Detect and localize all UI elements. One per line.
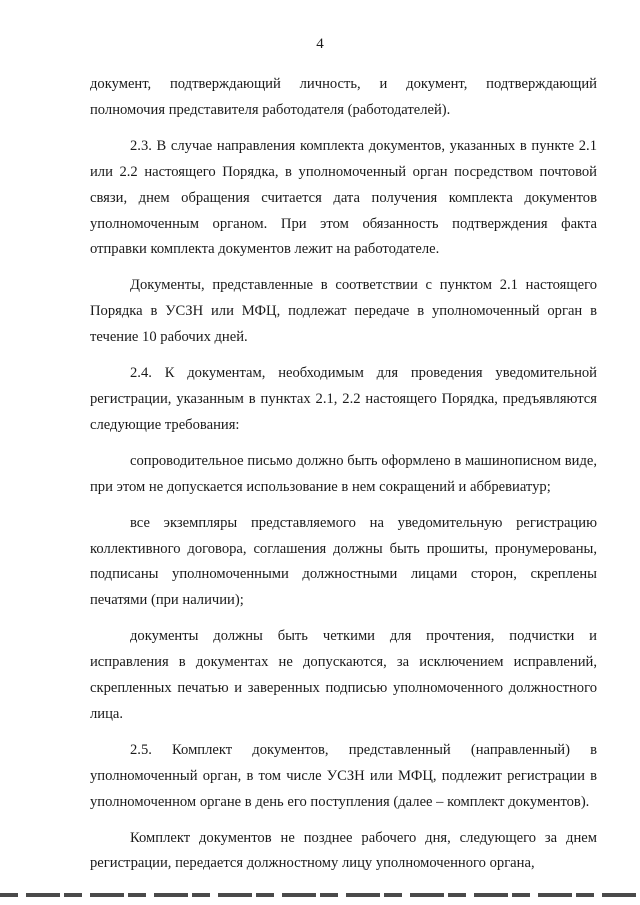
requirement-cover-letter: сопроводительное письмо должно быть оформлено в машинописном виде, при этом не допускается использование в нем сокращений и аббревиатур; (90, 452, 597, 495)
page-number: 4 (316, 36, 324, 52)
document-body (90, 72, 597, 877)
requirement-copies: все экземпляры представляемого на уведомительную регистрацию коллективного договора, соглашения должны быть прошиты, пронумерованы, подписаны уполномоченными должностными лицами сторон, скреплены печатями (при наличии); (90, 514, 597, 609)
paragraph-2-5: 2.5. Комплект документов, представленный (направленный) в уполномоченный орган, в том числе УСЗН или МФЦ, подлежит регистрации в уполномоченном органе в день его поступления (далее – комплект документов). (90, 741, 597, 810)
scan-edge-artifact (0, 893, 640, 897)
requirement-legibility: документы должны быть четкими для прочтения, подчистки и исправления в документах не допускаются, за исключением исправлений, скрепленных печатью и заверенных подписью уполномоченного должностного лица. (90, 628, 597, 722)
paragraph-continuation: документ, подтверждающий личность, и документ, подтверждающий полномочия представителя работодателя (работодателей). (90, 76, 597, 118)
paragraph-2-3: 2.3. В случае направления комплекта документов, указанных в пункте 2.1 или 2.2 настоящего Порядка, в уполномоченный орган посредством почтовой связи, днем обращения считается дата получения комплекта документов уполномоченным органом. При этом обязанность подтверждения факта отправки комплекта документов лежит на работодателе. (90, 137, 597, 258)
paragraph-registration-transfer: Комплект документов не позднее рабочего дня, следующего за днем регистрации, передается должностному лицу уполномоченного органа, (90, 829, 597, 872)
paragraph-2-4: 2.4. К документам, необходимым для проведения уведомительной регистрации, указанным в пунктах 2.1, 2.2 настоящего Порядка, предъявляются следующие требования: (90, 365, 597, 433)
paragraph-documents-transfer: Документы, представленные в соответствии с пунктом 2.1 настоящего Порядка в УСЗН или МФЦ, подлежат передаче в уполномоченный орган в течение 10 рабочих дней. (90, 277, 597, 346)
